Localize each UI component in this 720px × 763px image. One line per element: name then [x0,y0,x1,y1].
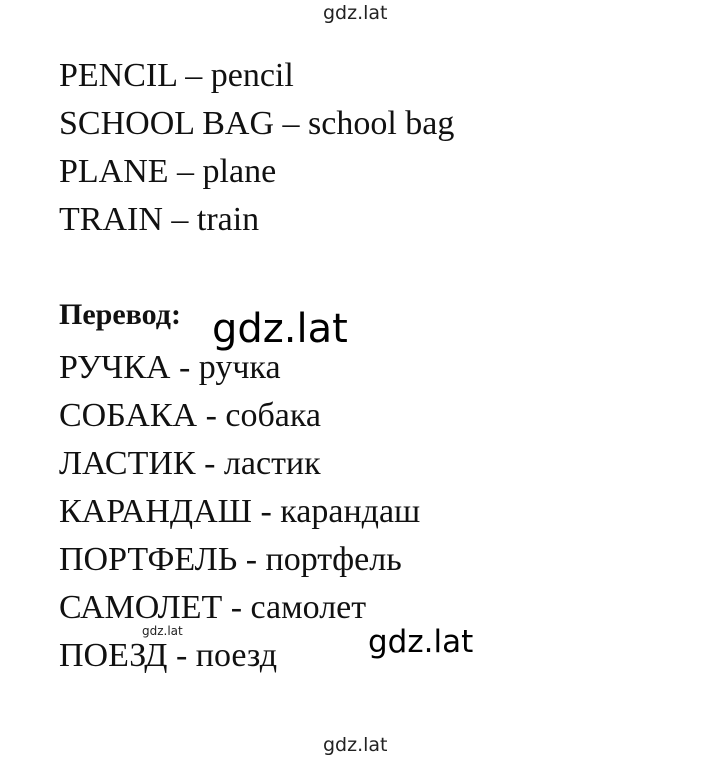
list-item: КАРАНДАШ - карандаш [59,493,421,530]
watermark-middle: gdz.lat [212,306,348,352]
list-item: PENCIL – pencil [59,57,294,94]
list-item: ЛАСТИК - ластик [59,445,321,482]
list-item: ПОРТФЕЛЬ - портфель [59,541,402,578]
english-word-list [59,52,454,244]
watermark-right-bottom: gdz.lat [368,624,476,660]
watermark-small-bottom: gdz.lat [142,624,183,638]
list-item: СОБАКА - собака [59,397,321,434]
list-item: PLANE – plane [59,153,277,190]
list-item: TRAIN – train [59,201,260,238]
russian-word-list [59,344,420,680]
list-item: РУЧКА - ручка [59,349,281,386]
list-item: ПОЕЗД - поезд [59,637,277,674]
list-item: САМОЛЕТ - самолет [59,589,367,626]
watermark-top: gdz.lat [323,2,388,24]
watermark-footer: gdz.lat [323,734,388,756]
list-item: SCHOOL BAG – school bag [59,105,455,142]
translation-heading: Перевод: [59,298,181,331]
